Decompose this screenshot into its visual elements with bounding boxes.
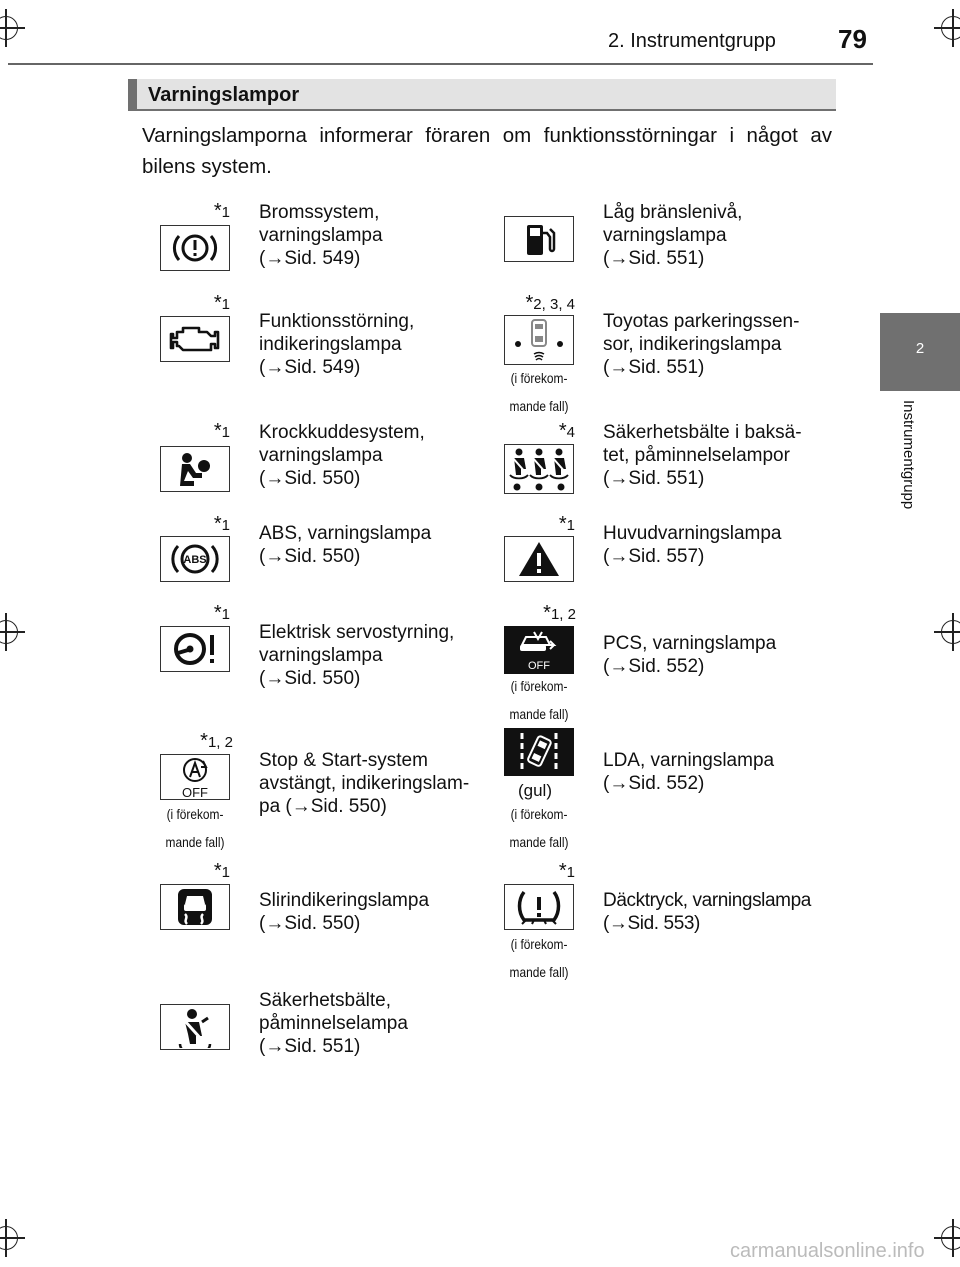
seatbelt-icon — [160, 1004, 230, 1050]
lda-icon — [504, 728, 574, 776]
registration-mark — [941, 620, 960, 644]
abs-icon — [160, 536, 230, 582]
warning-description: Säkerhetsbälte, påminnelselampa (→Sid. 551) — [259, 990, 408, 1057]
warning-description: ABS, varningslampa (→Sid. 550) — [259, 523, 432, 567]
chapter-tab-number: 2 — [915, 340, 925, 357]
footnote-ref: *1 — [558, 513, 575, 535]
footnote-ref: *2, 3, 4 — [525, 292, 575, 314]
optional-caption: (i förekom- mande fall) — [509, 806, 569, 850]
registration-mark — [0, 1226, 18, 1250]
footnote-ref: *1 — [213, 602, 230, 624]
watermark: carmanualsonline.info — [730, 1240, 925, 1262]
rear-seatbelt-icon — [504, 444, 574, 494]
optional-caption: (i förekom- mande fall) — [509, 678, 569, 722]
optional-caption: (i förekom- mande fall) — [509, 936, 569, 980]
power-steering-icon — [160, 626, 230, 672]
optional-caption: (i förekom- mande fall) — [509, 370, 569, 414]
footnote-ref: *1, 2 — [543, 602, 576, 624]
check-engine-icon — [160, 316, 230, 362]
svg-text:ABS: ABS — [183, 554, 207, 566]
chapter-tab — [880, 313, 960, 391]
warning-description: Toyotas parkeringssen- sor, indikeringslampa (→Sid. 551) — [603, 311, 800, 378]
off-label: OFF — [528, 660, 550, 672]
registration-mark — [941, 1226, 960, 1250]
footnote-ref: *1 — [558, 860, 575, 882]
footnote-ref: *1 — [213, 292, 230, 314]
brake-warning-icon — [160, 225, 230, 271]
tire-pressure-icon — [504, 884, 574, 930]
footnote-ref: *1 — [213, 200, 230, 222]
chapter-tab-label: Instrumentgrupp — [900, 400, 917, 510]
warning-description: LDA, varningslampa (→Sid. 552) — [603, 750, 775, 794]
master-warning-icon — [504, 536, 574, 582]
low-fuel-icon — [504, 216, 574, 262]
warning-description: Elektrisk servostyrning, varningslampa (→Sid. 550) — [259, 622, 455, 689]
warning-description: Slirindikeringslampa (→Sid. 550) — [259, 890, 430, 934]
warning-description: PCS, varningslampa (→Sid. 552) — [603, 633, 777, 677]
color-note: (gul) — [517, 781, 552, 800]
warning-description: Säkerhetsbälte i baksä- tet, påminnelselampor (→Sid. 551) — [603, 422, 802, 489]
registration-mark — [0, 16, 18, 40]
warning-description: Funktionsstörning, indikeringslampa (→Sid. 549) — [259, 311, 415, 378]
footnote-ref: *1 — [213, 420, 230, 442]
section-header — [128, 79, 836, 111]
warning-description: Stop & Start-system avstängt, indikeringslam- pa (→Sid. 550) — [259, 750, 470, 817]
page-number: 79 — [838, 24, 867, 54]
footnote-ref: *1, 2 — [200, 730, 233, 752]
stop-start-off-icon — [160, 754, 230, 800]
chapter-title: 2. Instrumentgrupp — [608, 30, 776, 52]
warning-description: Huvudvarningslampa (→Sid. 557) — [603, 523, 782, 567]
warning-description: Däcktryck, varningslampa (→Sid. 553) — [603, 890, 811, 934]
footnote-ref: *1 — [213, 513, 230, 535]
header-rule — [8, 63, 873, 65]
slip-indicator-icon — [160, 884, 230, 930]
registration-mark — [941, 16, 960, 40]
warning-description: Bromssystem, varningslampa (→Sid. 549) — [259, 202, 383, 269]
optional-caption: (i förekom- mande fall) — [165, 806, 225, 850]
intro-paragraph: Varningslamporna informerar föraren om funktionsstörningar i något av bilens system. — [142, 124, 832, 178]
section-title: Varningslampor — [148, 84, 300, 106]
off-label: OFF — [182, 785, 208, 799]
warning-description: Krockkuddesystem, varningslampa (→Sid. 550) — [259, 422, 425, 489]
footnote-ref: *1 — [213, 860, 230, 882]
airbag-icon — [160, 446, 230, 492]
parking-sensor-icon — [504, 315, 574, 365]
footnote-ref: *4 — [558, 420, 575, 442]
pcs-off-icon — [504, 626, 574, 674]
registration-mark — [0, 620, 18, 644]
warning-description: Låg bränslenivå, varningslampa (→Sid. 551) — [603, 202, 743, 269]
